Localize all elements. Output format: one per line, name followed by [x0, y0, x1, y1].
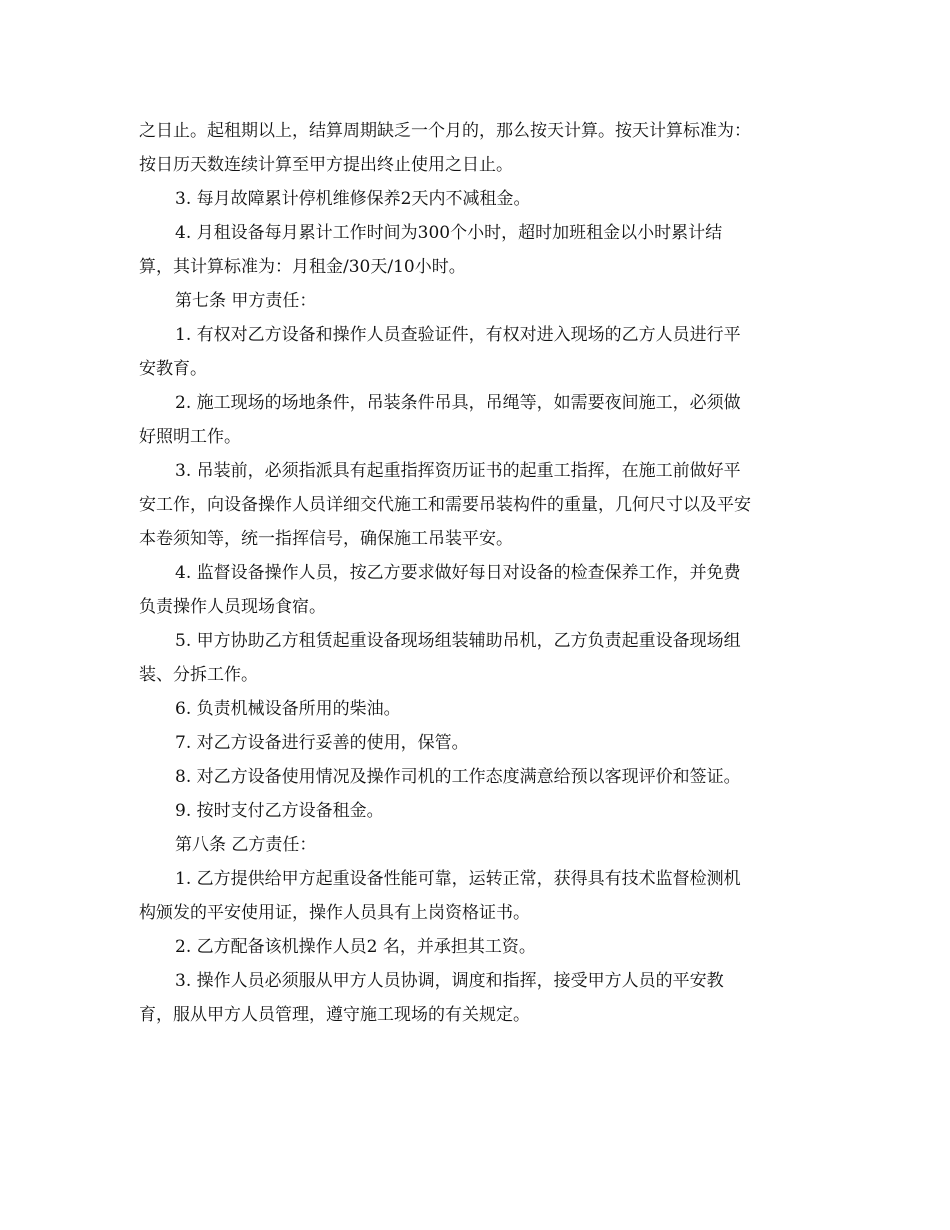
text-line: 安工作，向设备操作人员详细交代施工和需要吊装构件的重量，几何尺寸以及平安 — [139, 495, 751, 515]
text-line: 按日历天数连续计算至甲方提出终止使用之日止。 — [139, 155, 513, 175]
text-line: 之日止。起租期以上，结算周期缺乏一个月的，那么按天计算。按天计算标准为： — [139, 121, 751, 141]
text-line: 构颁发的平安使用证，操作人员具有上岗资格证书。 — [139, 903, 530, 923]
text-line: 2. 乙方配备该机操作人员2 名，并承担其工资。 — [175, 937, 536, 957]
text-line: 好照明工作。 — [139, 427, 241, 447]
text-line: 负责操作人员现场食宿。 — [139, 597, 326, 617]
text-line: 算，其计算标准为：月租金/30天/10小时。 — [139, 257, 466, 277]
text-line: 1. 乙方提供给甲方起重设备性能可靠，运转正常，获得具有技术监督检测机 — [175, 869, 741, 889]
text-line: 4. 监督设备操作人员，按乙方要求做好每日对设备的检查保养工作，并免费 — [175, 563, 741, 583]
text-line: 3. 每月故障累计停机维修保养2天内不减租金。 — [175, 189, 531, 209]
document-page — [139, 114, 819, 1032]
text-line: 8. 对乙方设备使用情况及操作司机的工作态度满意给预以客现评价和签证。 — [175, 767, 741, 787]
text-line: 育，服从甲方人员管理，遵守施工现场的有关规定。 — [139, 1005, 530, 1025]
text-line: 9. 按时支付乙方设备租金。 — [175, 801, 384, 821]
document-body — [139, 114, 819, 1032]
text-line: 3. 操作人员必须服从甲方人员协调，调度和指挥，接受甲方人员的平安教 — [175, 971, 724, 991]
text-line: 5. 甲方协助乙方租赁起重设备现场组装辅助吊机，乙方负责起重设备现场组 — [175, 631, 741, 651]
text-line: 装、分拆工作。 — [139, 665, 258, 685]
text-line: 安教育。 — [139, 359, 207, 379]
text-line: 2. 施工现场的场地条件，吊装条件吊具，吊绳等，如需要夜间施工，必须做 — [175, 393, 741, 413]
text-line: 第八条 乙方责任： — [175, 835, 317, 855]
text-line: 本卷须知等，统一指挥信号，确保施工吊装平安。 — [139, 529, 513, 549]
text-line: 3. 吊装前，必须指派具有起重指挥资历证书的起重工指挥，在施工前做好平 — [175, 461, 741, 481]
text-line: 1. 有权对乙方设备和操作人员查验证件，有权对进入现场的乙方人员进行平 — [175, 325, 741, 345]
text-line: 6. 负责机械设备所用的柴油。 — [175, 699, 401, 719]
text-line: 第七条 甲方责任： — [175, 291, 317, 311]
text-line: 7. 对乙方设备进行妥善的使用，保管。 — [175, 733, 469, 753]
text-line: 4. 月租设备每月累计工作时间为300个小时，超时加班租金以小时累计结 — [175, 223, 723, 243]
